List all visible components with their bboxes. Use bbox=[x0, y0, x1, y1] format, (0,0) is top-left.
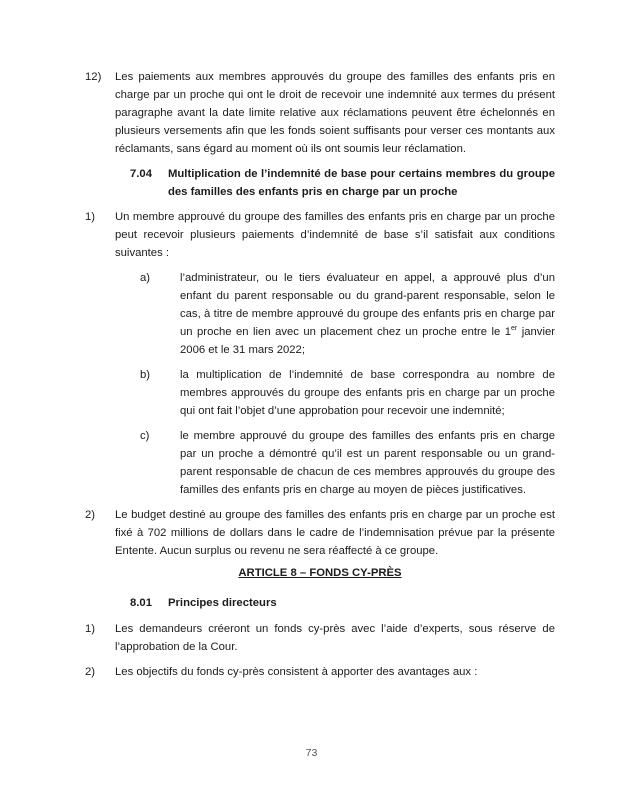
list-item-2 bbox=[85, 506, 555, 560]
list-item-text: Un membre approuvé du groupe des familles des enfants pris en charge par un proche peut recevoir plusieurs paiements d’indemnité de base s’il satisfait aux conditions suivantes : bbox=[115, 211, 555, 259]
list-item-b bbox=[140, 366, 555, 420]
list-item-letter: b) bbox=[140, 369, 151, 381]
section-title: Multiplication de l’indemnité de base pour certains membres du groupe des familles des enfants pris en charge par un proche bbox=[168, 168, 555, 198]
list-item-number: 1) bbox=[85, 211, 96, 223]
list-item-text: Les paiements aux membres approuvés du groupe des familles des enfants pris en charge par un proche qui ont le droit de recevoir une indemnité aux termes du présent paragraphe avant la date limite relative aux réclamations peuvent être échelonnés en plusieurs versements afin que les fonds soient suffisants pour verser ces montants aux réclamants, sans égard au moment où ils ont soumis leur réclamation. bbox=[115, 71, 555, 155]
list-item-text: Le budget destiné au groupe des familles des enfants pris en charge par un proche est fixé à 702 millions de dollars dans le cadre de l’indemnisation prévue par la présente Entente. Aucun surplus ou revenu ne sera réaffecté à ce groupe. bbox=[115, 509, 555, 557]
section-heading-8-01 bbox=[130, 594, 555, 612]
list-item-number: 12) bbox=[85, 71, 102, 83]
document-body bbox=[85, 68, 555, 688]
list-item-letter: c) bbox=[140, 430, 150, 442]
section-number: 7.04 bbox=[130, 168, 152, 180]
list-item-number: 2) bbox=[85, 509, 96, 521]
list-item-1-article8 bbox=[85, 620, 555, 656]
ordinal-superscript: er bbox=[511, 325, 518, 333]
section-number: 8.01 bbox=[130, 597, 152, 609]
article-8-heading: ARTICLE 8 – FONDS CY-PRÈS bbox=[238, 567, 402, 579]
text-segment: l’administrateur, ou le tiers évaluateur en appel, a approuvé plus d’un enfant du parent responsable ou du grand-parent responsable, selon le cas, à titre de membre approuvé du groupe des enfants pris en charge par un proche en lien avec un placement chez un proche entre le 1 bbox=[180, 272, 555, 338]
list-item-letter: a) bbox=[140, 272, 151, 284]
list-item-text: la multiplication de l’indemnité de base correspondra au nombre de membres approuvés du groupe des enfants pris en charge par un proche qui ont fait l’objet d’une approbation pour recevoir une indemnité; bbox=[180, 369, 555, 417]
page-number: 73 bbox=[305, 747, 318, 759]
list-item-1 bbox=[85, 208, 555, 262]
list-item-number: 2) bbox=[85, 666, 96, 678]
list-item-number: 1) bbox=[85, 623, 96, 635]
list-item-2-article8 bbox=[85, 663, 555, 681]
text-segment: janvier 2006 et le 31 mars 2022; bbox=[180, 326, 555, 356]
section-title: Principes directeurs bbox=[168, 597, 277, 609]
list-item-text: le membre approuvé du groupe des familles des enfants pris en charge par un proche a démontré qu’il est un parent responsable ou un grand-parent responsable de chacun de ces membres approuvés du groupe des familles des enfants pris en charge au moyen de pièces justificatives. bbox=[180, 430, 555, 496]
list-item-a bbox=[140, 269, 555, 359]
list-item-12 bbox=[85, 68, 555, 158]
list-item-text bbox=[180, 269, 555, 359]
list-item-c bbox=[140, 427, 555, 499]
section-heading-7-04 bbox=[130, 165, 555, 201]
list-item-text: Les demandeurs créeront un fonds cy-près avec l’aide d’experts, sous réserve de l’approbation de la Cour. bbox=[115, 623, 555, 653]
list-item-text: Les objectifs du fonds cy-près consistent à apporter des avantages aux : bbox=[115, 666, 478, 678]
